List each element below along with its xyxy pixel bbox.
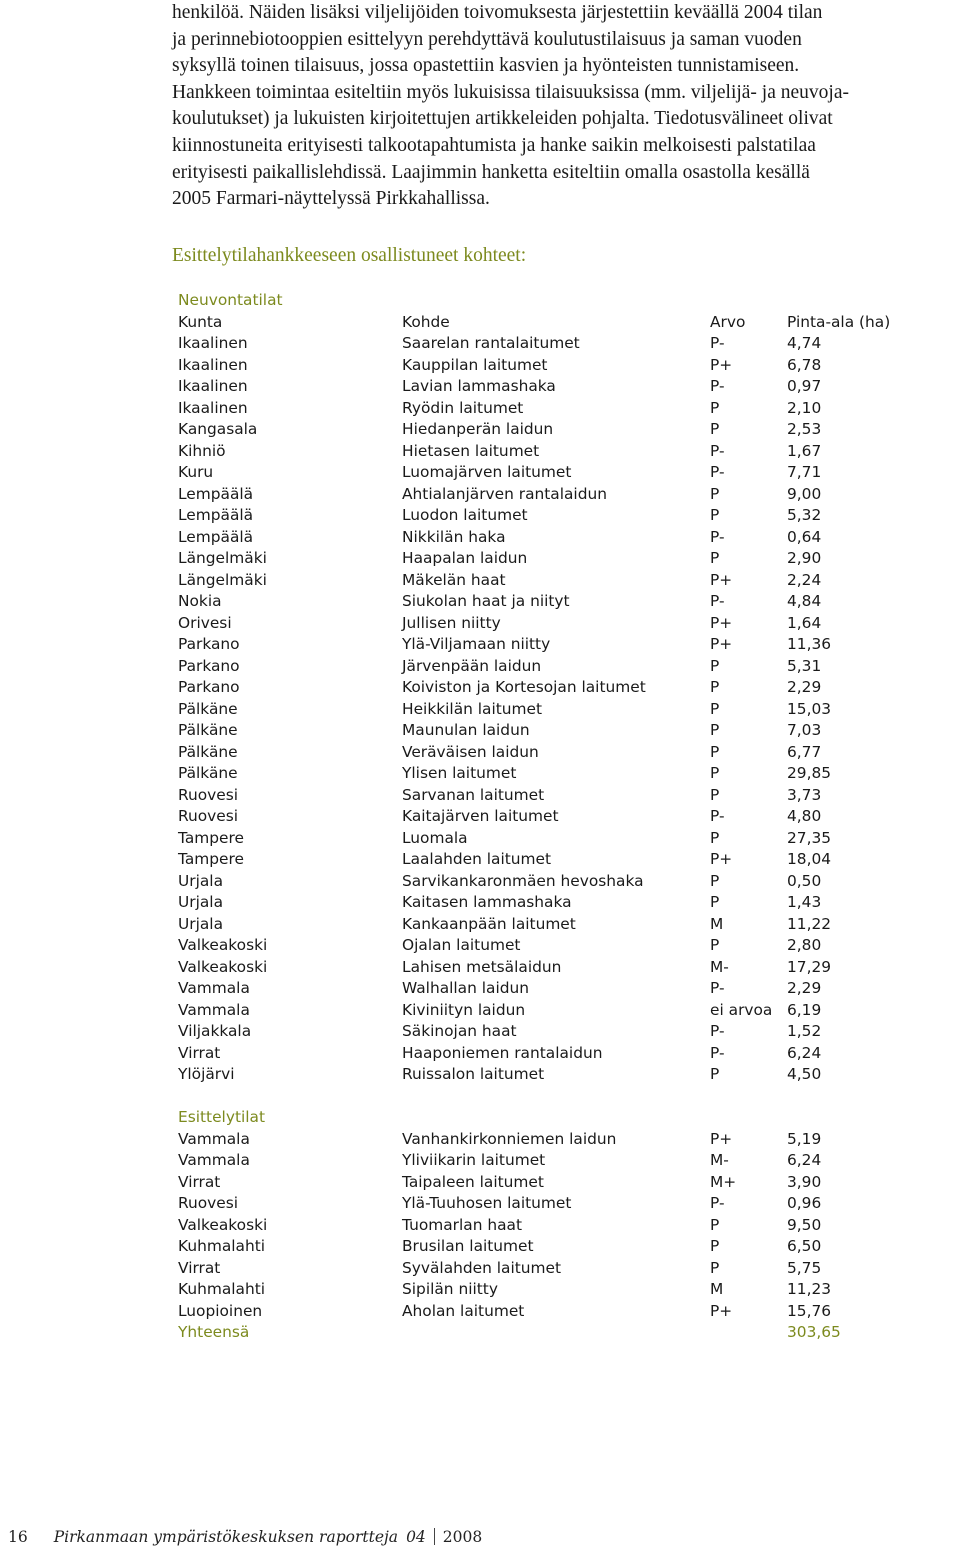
cell-kunta: Kihniö bbox=[178, 441, 226, 460]
cell-arvo: P bbox=[710, 420, 720, 438]
table-row bbox=[178, 656, 822, 678]
cell-arvo: P+ bbox=[710, 355, 733, 374]
cell-pinta-ala: 27,35 bbox=[787, 828, 832, 847]
cell-pinta-ala: 2,10 bbox=[787, 398, 822, 417]
table-row bbox=[178, 785, 822, 807]
cell-pinta-ala: 6,19 bbox=[787, 1000, 822, 1019]
cell-arvo: P+ bbox=[710, 1129, 733, 1148]
cell-kohde: Ruissalon laitumet bbox=[402, 1065, 545, 1083]
table-row bbox=[178, 1215, 822, 1237]
cell-pinta-ala: 0,64 bbox=[787, 527, 822, 546]
paragraph-line: kiinnostuneita erityisesti talkootapahtumista ja hanke saikin melkoisesti palstatilaa bbox=[172, 134, 816, 156]
cell-arvo: M+ bbox=[710, 1172, 737, 1191]
cell-kohde: Kauppilan laitumet bbox=[402, 355, 548, 374]
cell-kunta: Valkeakoski bbox=[178, 1215, 268, 1234]
cell-kohde: Luomala bbox=[402, 828, 468, 847]
cell-arvo: P- bbox=[710, 334, 725, 352]
total-value: 303,65 bbox=[787, 1323, 841, 1341]
table-row bbox=[178, 441, 822, 463]
table-row bbox=[178, 613, 822, 635]
cell-kunta: Tampere bbox=[178, 850, 244, 868]
paragraph-line: Hankkeen toimintaa esiteltiin myös lukuisissa tilaisuuksissa (mm. viljelijä- ja neuvoja- bbox=[172, 81, 849, 103]
cell-pinta-ala: 3,73 bbox=[787, 785, 822, 804]
cell-pinta-ala: 2,29 bbox=[787, 979, 822, 997]
cell-arvo: P- bbox=[710, 527, 725, 546]
table-row bbox=[178, 376, 822, 398]
footer-divider bbox=[434, 1528, 435, 1545]
cell-kunta: Ikaalinen bbox=[178, 334, 248, 352]
cell-pinta-ala: 11,22 bbox=[787, 914, 832, 933]
cell-kohde: Haaponiemen rantalaidun bbox=[402, 1043, 603, 1062]
page-footer bbox=[8, 1528, 482, 1546]
cell-arvo: P bbox=[710, 871, 720, 890]
cell-kunta: Kuhmalahti bbox=[178, 1237, 266, 1255]
cell-kunta: Urjala bbox=[178, 871, 224, 890]
cell-arvo: M- bbox=[710, 957, 729, 976]
table-row bbox=[178, 1150, 822, 1172]
body-paragraph bbox=[172, 0, 960, 213]
cell-kunta: Urjala bbox=[178, 914, 224, 933]
table-row bbox=[178, 419, 822, 441]
table-row bbox=[178, 720, 822, 742]
cell-arvo: P bbox=[710, 398, 720, 417]
cell-kohde: Yliviikarin laitumet bbox=[402, 1151, 546, 1169]
paragraph-line: koulutukset) ja lukuisten kirjoitettujen artikkeleiden pohjalta. Tiedotusvälineet olivat bbox=[172, 108, 833, 130]
cell-pinta-ala: 6,24 bbox=[787, 1043, 822, 1062]
cell-pinta-ala: 2,90 bbox=[787, 549, 822, 567]
table-row bbox=[178, 1064, 822, 1086]
sites-table bbox=[178, 290, 891, 1344]
cell-kohde: Koiviston ja Kortesojan laitumet bbox=[402, 678, 646, 696]
cell-arvo: P bbox=[710, 484, 720, 503]
table-row bbox=[178, 978, 822, 1000]
table-row bbox=[178, 1043, 822, 1065]
cell-kunta: Virrat bbox=[178, 1258, 221, 1277]
group-spacer bbox=[178, 1086, 283, 1108]
cell-kunta: Kuru bbox=[178, 463, 214, 481]
table-row bbox=[178, 806, 822, 828]
cell-arvo: P+ bbox=[710, 850, 733, 868]
cell-arvo: P bbox=[710, 1065, 720, 1083]
header-pinta-ala: Pinta-ala (ha) bbox=[787, 312, 891, 331]
header-arvo: Arvo bbox=[710, 312, 746, 331]
cell-pinta-ala: 5,32 bbox=[787, 506, 822, 524]
cell-arvo: P- bbox=[710, 377, 725, 395]
cell-pinta-ala: 9,00 bbox=[787, 484, 822, 503]
cell-kohde: Kiviniityn laidun bbox=[402, 1000, 526, 1019]
cell-kunta: Lempäälä bbox=[178, 527, 254, 546]
cell-arvo: P bbox=[710, 656, 720, 675]
cell-kunta: Vammala bbox=[178, 1129, 250, 1148]
cell-kunta: Vammala bbox=[178, 1000, 250, 1019]
cell-pinta-ala: 2,80 bbox=[787, 936, 822, 954]
cell-pinta-ala: 2,29 bbox=[787, 678, 822, 696]
cell-kunta: Ikaalinen bbox=[178, 398, 248, 417]
cell-pinta-ala: 6,50 bbox=[787, 1237, 822, 1255]
cell-pinta-ala: 11,23 bbox=[787, 1280, 832, 1298]
publication-year: 2008 bbox=[442, 1528, 483, 1546]
cell-kunta: Pälkäne bbox=[178, 721, 238, 739]
table-row bbox=[178, 1236, 822, 1258]
cell-pinta-ala: 5,19 bbox=[787, 1129, 822, 1148]
page-number: 16 bbox=[8, 1528, 28, 1546]
cell-arvo: P bbox=[710, 936, 720, 954]
cell-arvo: P bbox=[710, 506, 720, 524]
cell-kunta: Parkano bbox=[178, 656, 240, 675]
table-row bbox=[178, 871, 822, 893]
cell-kohde: Luodon laitumet bbox=[402, 506, 528, 524]
cell-kohde: Siukolan haat ja niityt bbox=[402, 592, 570, 610]
paragraph-line: erityisesti paikallislehdissä. Laajimmin hanketta esiteltiin omalla osastolla kesällä bbox=[172, 161, 810, 183]
cell-kohde: Kaitasen lammashaka bbox=[402, 893, 572, 911]
cell-kunta: Vammala bbox=[178, 1151, 250, 1169]
group1-rows bbox=[178, 333, 832, 1086]
table-row bbox=[178, 1301, 832, 1323]
cell-kunta: Pälkäne bbox=[178, 699, 238, 718]
header-kohde: Kohde bbox=[402, 312, 450, 331]
cell-pinta-ala: 2,24 bbox=[787, 570, 822, 589]
cell-arvo: P bbox=[710, 1258, 720, 1277]
cell-arvo: P- bbox=[710, 592, 725, 610]
table-row bbox=[178, 677, 822, 699]
cell-arvo: P+ bbox=[710, 1301, 733, 1320]
cell-kunta: Vammala bbox=[178, 979, 250, 997]
table-row bbox=[178, 699, 832, 721]
table-row bbox=[178, 914, 832, 936]
cell-kohde: Luomajärven laitumet bbox=[402, 463, 572, 481]
paragraph-line: 2005 Farmari-näyttelyssä Pirkkahallissa. bbox=[172, 188, 490, 210]
table-row bbox=[178, 1279, 832, 1301]
cell-kohde: Kankaanpään laitumet bbox=[402, 914, 576, 933]
cell-pinta-ala: 6,24 bbox=[787, 1151, 822, 1169]
cell-kunta: Ylöjärvi bbox=[178, 1065, 235, 1083]
table-row bbox=[178, 1000, 822, 1022]
cell-kunta: Nokia bbox=[178, 592, 222, 610]
cell-pinta-ala: 4,80 bbox=[787, 807, 822, 825]
cell-kunta: Längelmäki bbox=[178, 549, 267, 567]
cell-kohde: Ahtialanjärven rantalaidun bbox=[402, 484, 607, 503]
table-row bbox=[178, 1172, 822, 1194]
cell-pinta-ala: 2,53 bbox=[787, 420, 822, 438]
paragraph-line: henkilöä. Näiden lisäksi viljelijöiden toivomuksesta järjestettiin keväällä 2004 tilan bbox=[172, 2, 823, 23]
cell-kohde: Ryödin laitumet bbox=[402, 398, 524, 417]
paragraph-line: syksyllä toinen tilaisuus, jossa opastettiin kasvien ja hyönteisten tunnistamiseen. bbox=[172, 55, 800, 77]
cell-arvo: M- bbox=[710, 1151, 729, 1169]
cell-kunta: Virrat bbox=[178, 1043, 221, 1062]
cell-kunta: Tampere bbox=[178, 828, 244, 847]
cell-kohde: Ylä-Viljamaan niitty bbox=[402, 635, 551, 653]
table-row bbox=[178, 591, 822, 613]
group-title-esittelytilat: Esittelytilat bbox=[178, 1108, 265, 1126]
cell-kunta: Kuhmalahti bbox=[178, 1280, 266, 1298]
publication-title: Pirkanmaan ympäristökeskuksen raportteja bbox=[53, 1528, 399, 1546]
cell-arvo: P+ bbox=[710, 570, 733, 589]
table-row bbox=[178, 849, 832, 871]
table-row bbox=[178, 1258, 822, 1280]
cell-kohde: Saarelan rantalaitumet bbox=[402, 334, 580, 352]
cell-kunta: Lempäälä bbox=[178, 506, 254, 524]
cell-arvo: P- bbox=[710, 1194, 725, 1212]
cell-pinta-ala: 6,77 bbox=[787, 742, 822, 761]
cell-arvo: P bbox=[710, 549, 720, 567]
cell-kunta: Parkano bbox=[178, 678, 240, 696]
cell-arvo: P bbox=[710, 785, 720, 804]
cell-kunta: Valkeakoski bbox=[178, 957, 268, 976]
table-row bbox=[178, 548, 822, 570]
cell-kohde: Nikkilän haka bbox=[402, 527, 506, 546]
cell-pinta-ala: 0,96 bbox=[787, 1194, 822, 1212]
cell-arvo: P bbox=[710, 764, 720, 782]
cell-kunta: Valkeakoski bbox=[178, 936, 268, 954]
group-title-neuvontatilat: Neuvontatilat bbox=[178, 291, 283, 309]
cell-kohde: Maunulan laidun bbox=[402, 721, 530, 739]
cell-kunta: Parkano bbox=[178, 635, 240, 653]
cell-kohde: Sarvanan laitumet bbox=[402, 785, 545, 804]
cell-kohde: Järvenpään laidun bbox=[402, 656, 542, 675]
cell-kohde: Vanhankirkonniemen laidun bbox=[402, 1129, 617, 1148]
cell-pinta-ala: 1,64 bbox=[787, 613, 822, 632]
table-row bbox=[178, 828, 832, 850]
cell-kohde: Sarvikankaronmäen hevoshaka bbox=[402, 871, 644, 890]
cell-kohde: Mäkelän haat bbox=[402, 570, 506, 589]
header-kunta: Kunta bbox=[178, 312, 223, 331]
cell-kunta: Viljakkala bbox=[178, 1022, 252, 1040]
cell-arvo: M bbox=[710, 914, 724, 933]
cell-pinta-ala: 11,36 bbox=[787, 635, 832, 653]
cell-arvo: P bbox=[710, 699, 720, 718]
cell-kohde: Ylisen laitumet bbox=[402, 764, 517, 782]
cell-arvo: P bbox=[710, 721, 720, 739]
cell-arvo: P bbox=[710, 742, 720, 761]
cell-kohde: Lahisen metsälaidun bbox=[402, 957, 562, 976]
cell-pinta-ala: 1,67 bbox=[787, 441, 822, 460]
cell-arvo: P- bbox=[710, 807, 725, 825]
table-row bbox=[178, 957, 832, 979]
cell-kunta: Urjala bbox=[178, 893, 224, 911]
cell-kunta: Orivesi bbox=[178, 613, 232, 632]
cell-pinta-ala: 29,85 bbox=[787, 764, 832, 782]
cell-kunta: Ruovesi bbox=[178, 1194, 239, 1212]
group2-rows bbox=[178, 1129, 832, 1323]
cell-pinta-ala: 7,71 bbox=[787, 463, 822, 481]
cell-pinta-ala: 0,97 bbox=[787, 377, 822, 395]
table-row bbox=[178, 763, 832, 785]
cell-kohde: Veräväisen laidun bbox=[402, 742, 539, 761]
cell-pinta-ala: 4,84 bbox=[787, 592, 822, 610]
cell-kohde: Jullisen niitty bbox=[402, 613, 501, 632]
table-header bbox=[178, 312, 891, 334]
cell-kohde: Kaitajärven laitumet bbox=[402, 807, 559, 825]
table-row bbox=[178, 1193, 822, 1215]
cell-pinta-ala: 15,03 bbox=[787, 699, 832, 718]
cell-arvo: P+ bbox=[710, 635, 733, 653]
table-row bbox=[178, 462, 822, 484]
cell-kunta: Lempäälä bbox=[178, 484, 254, 503]
cell-pinta-ala: 9,50 bbox=[787, 1215, 822, 1234]
cell-pinta-ala: 7,03 bbox=[787, 721, 822, 739]
cell-pinta-ala: 1,43 bbox=[787, 893, 822, 911]
cell-arvo: P+ bbox=[710, 613, 733, 632]
cell-arvo: P bbox=[710, 1215, 720, 1234]
cell-kohde: Taipaleen laitumet bbox=[402, 1172, 544, 1191]
table-row bbox=[178, 333, 822, 355]
cell-arvo: P- bbox=[710, 1043, 725, 1062]
cell-kohde: Laalahden laitumet bbox=[402, 850, 552, 868]
cell-arvo: ei arvoa bbox=[710, 1000, 773, 1019]
cell-pinta-ala: 1,52 bbox=[787, 1022, 822, 1040]
cell-kunta: Virrat bbox=[178, 1172, 221, 1191]
cell-pinta-ala: 18,04 bbox=[787, 850, 832, 868]
cell-kunta: Pälkäne bbox=[178, 764, 238, 782]
cell-kohde: Heikkilän laitumet bbox=[402, 699, 543, 718]
cell-pinta-ala: 6,78 bbox=[787, 355, 822, 374]
cell-arvo: P- bbox=[710, 463, 725, 481]
cell-pinta-ala: 5,31 bbox=[787, 656, 822, 675]
cell-arvo: P- bbox=[710, 979, 725, 997]
cell-kohde: Hietasen laitumet bbox=[402, 441, 540, 460]
cell-pinta-ala: 4,50 bbox=[787, 1065, 822, 1083]
cell-arvo: P bbox=[710, 893, 720, 911]
cell-kohde: Aholan laitumet bbox=[402, 1301, 525, 1320]
total-row bbox=[178, 1322, 841, 1344]
cell-pinta-ala: 0,50 bbox=[787, 871, 822, 890]
table-row bbox=[178, 355, 822, 377]
table-row bbox=[178, 505, 822, 527]
cell-kohde: Sipilän niitty bbox=[402, 1280, 498, 1298]
cell-pinta-ala: 5,75 bbox=[787, 1258, 822, 1277]
table-row bbox=[178, 1129, 822, 1151]
cell-arvo: P bbox=[710, 1237, 720, 1255]
cell-kohde: Haapalan laidun bbox=[402, 549, 528, 567]
cell-kohde: Säkinojan haat bbox=[402, 1022, 517, 1040]
cell-arvo: P- bbox=[710, 441, 725, 460]
cell-arvo: P bbox=[710, 828, 720, 847]
table-row bbox=[178, 527, 822, 549]
cell-kunta: Längelmäki bbox=[178, 570, 267, 589]
cell-kunta: Kangasala bbox=[178, 420, 258, 438]
cell-arvo: P- bbox=[710, 1022, 725, 1040]
cell-kohde: Syvälahden laitumet bbox=[402, 1258, 562, 1277]
cell-kohde: Hiedanperän laidun bbox=[402, 420, 554, 438]
cell-kunta: Ikaalinen bbox=[178, 355, 248, 374]
total-label: Yhteensä bbox=[178, 1323, 250, 1341]
cell-kohde: Brusilan laitumet bbox=[402, 1237, 534, 1255]
issue-number: 04 bbox=[406, 1528, 426, 1546]
table-row bbox=[178, 892, 822, 914]
cell-pinta-ala: 3,90 bbox=[787, 1172, 822, 1191]
cell-kunta: Ruovesi bbox=[178, 785, 239, 804]
paragraph-line: ja perinnebiotooppien esittelyyn perehdyttävä koulutustilaisuus ja saman vuoden bbox=[172, 28, 802, 50]
table-row bbox=[178, 570, 822, 592]
cell-arvo: P bbox=[710, 678, 720, 696]
cell-kunta: Ikaalinen bbox=[178, 377, 248, 395]
cell-kohde: Ylä-Tuuhosen laitumet bbox=[402, 1194, 572, 1212]
cell-arvo: M bbox=[710, 1280, 724, 1298]
cell-pinta-ala: 15,76 bbox=[787, 1301, 832, 1320]
table-row bbox=[178, 634, 832, 656]
table-row bbox=[178, 742, 822, 764]
cell-kunta: Luopioinen bbox=[178, 1301, 263, 1320]
cell-kohde: Lavian lammashaka bbox=[402, 377, 556, 395]
cell-pinta-ala: 4,74 bbox=[787, 334, 822, 352]
table-row bbox=[178, 1021, 822, 1043]
cell-kohde: Walhallan laidun bbox=[402, 979, 530, 997]
table-row bbox=[178, 484, 822, 506]
section-heading: Esittelytilahankkeeseen osallistuneet kohteet: bbox=[172, 245, 527, 266]
cell-kunta: Ruovesi bbox=[178, 807, 239, 825]
cell-kohde: Tuomarlan haat bbox=[402, 1215, 522, 1234]
cell-kunta: Pälkäne bbox=[178, 742, 238, 761]
cell-kohde: Ojalan laitumet bbox=[402, 936, 521, 954]
table-row bbox=[178, 935, 822, 957]
cell-pinta-ala: 17,29 bbox=[787, 957, 832, 976]
table-row bbox=[178, 398, 822, 420]
